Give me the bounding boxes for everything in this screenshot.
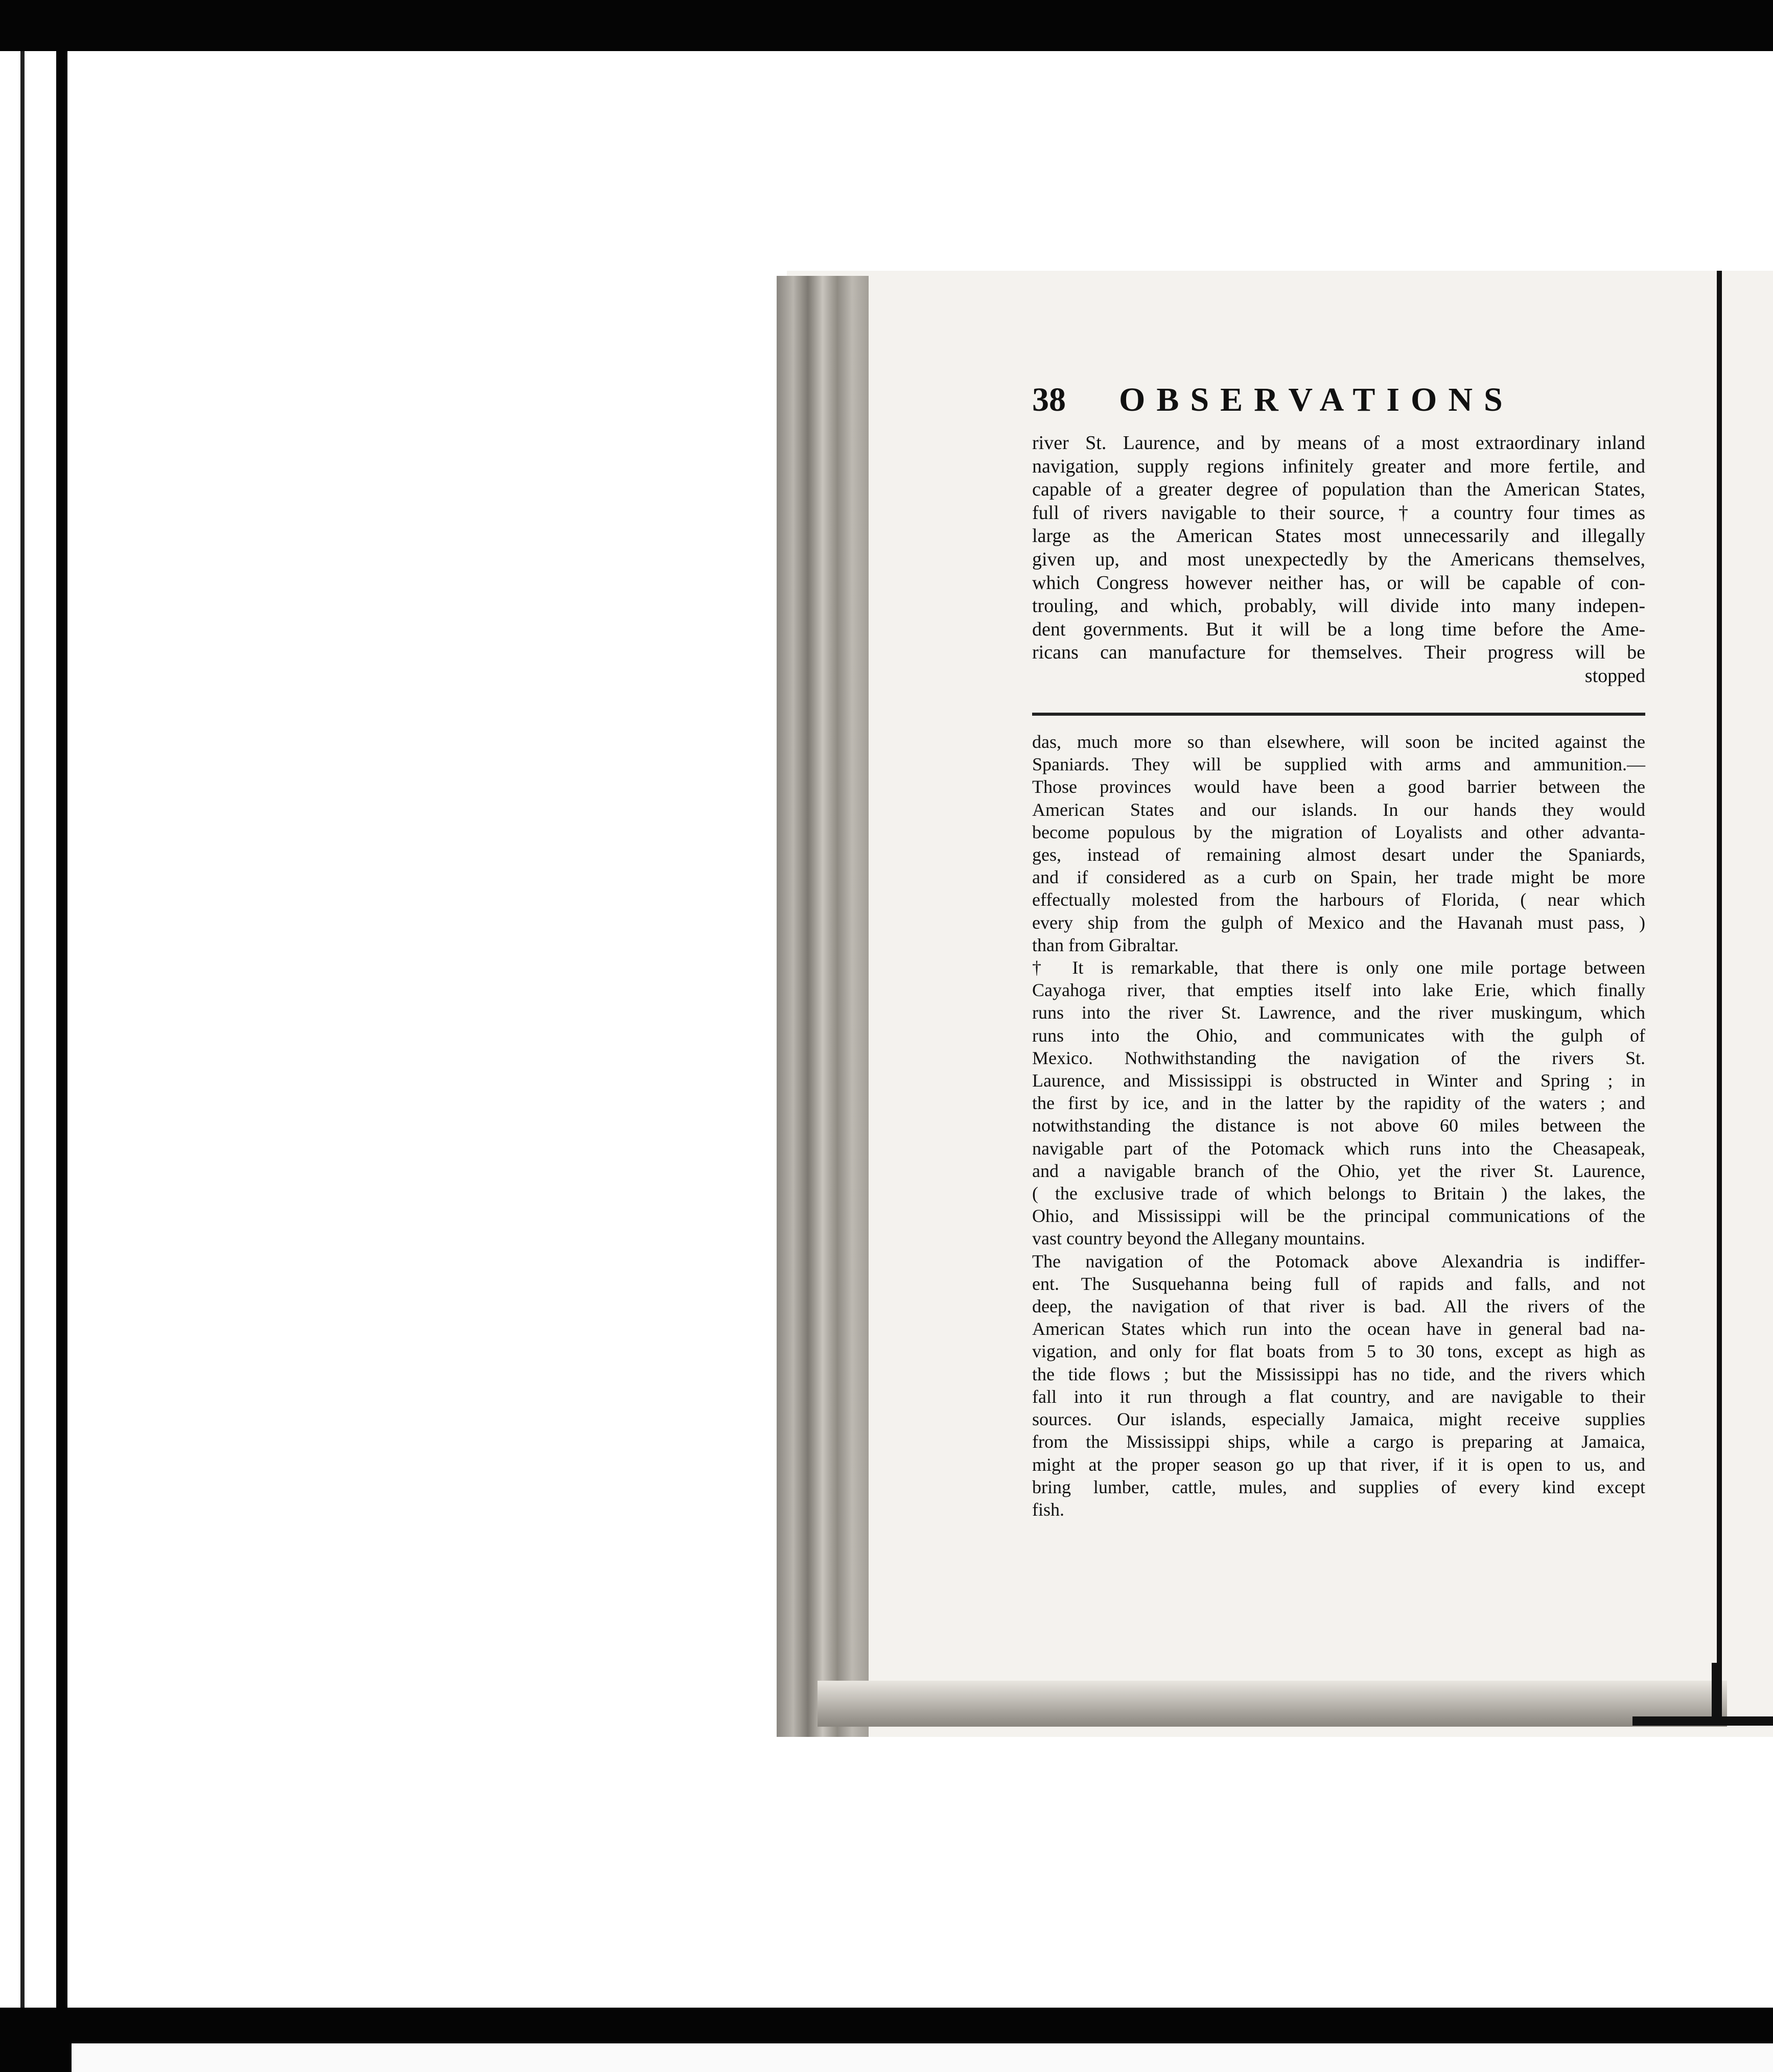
- text-line: Mexico. Nothwithstanding the navigation of the rivers St.: [1032, 1047, 1645, 1068]
- text-line: sources. Our islands, especially Jamaica, might receive supplies: [1032, 1409, 1645, 1430]
- text-line: The navigation of the Potomack above Alexandria is indiffer-: [1032, 1251, 1645, 1272]
- text-line: deep, the navigation of that river is bad. All the rivers of the: [1032, 1296, 1645, 1317]
- text-line: might at the proper season go up that river, if it is open to us, and: [1032, 1454, 1645, 1475]
- text-line: fall into it run through a flat country, and are navigable to their: [1032, 1386, 1645, 1407]
- page-header: [1032, 381, 1645, 427]
- text-line: fish.: [1032, 1499, 1064, 1520]
- text-line: become populous by the migration of Loyalists and other advanta-: [1032, 821, 1645, 842]
- running-title: OBSERVATIONS: [1119, 381, 1514, 418]
- text-line: † It is remarkable, that there is only one mile portage between: [1032, 957, 1645, 978]
- text-line: capable of a greater degree of population than the American States,: [1032, 479, 1645, 501]
- text-line: Cayahoga river, that empties itself into lake Erie, which finally: [1032, 980, 1645, 1001]
- gutter-corner: [1712, 1663, 1718, 1719]
- page-bottom-edge: [818, 1681, 1727, 1727]
- text-line: ent. The Susquehanna being full of rapids and falls, and not: [1032, 1273, 1645, 1294]
- text-line: ricans can manufacture for themselves. Their progress will be: [1032, 642, 1645, 664]
- text-line: from the Mississippi ships, while a cargo is preparing at Jamaica,: [1032, 1431, 1645, 1452]
- main-text: [1032, 432, 1645, 688]
- text-line: which Congress however neither has, or will be capable of con-: [1032, 572, 1645, 594]
- text-line: bring lumber, cattle, mules, and supplies of every kind except: [1032, 1476, 1645, 1497]
- footnote-rule: [1032, 713, 1645, 716]
- text-line: American States which run into the ocean have in general bad na-: [1032, 1318, 1645, 1339]
- text-line: ( the exclusive trade of which belongs to Britain ) the lakes, the: [1032, 1183, 1645, 1204]
- text-line: runs into the Ohio, and communicates with the gulph of: [1032, 1025, 1645, 1046]
- text-line: effectually molested from the harbours of Florida, ( near which: [1032, 889, 1645, 910]
- film-border-left-thin: [20, 51, 25, 2008]
- film-border-left: [56, 51, 67, 2008]
- text-line: vigation, and only for flat boats from 5 to 30 tons, except as high as: [1032, 1341, 1645, 1362]
- text-line: and a navigable branch of the Ohio, yet the river St. Laurence,: [1032, 1160, 1645, 1181]
- text-line: trouling, and which, probably, will divide into many indepen-: [1032, 595, 1645, 617]
- text-line: Spaniards. They will be supplied with arms and ammunition.—: [1032, 754, 1645, 775]
- text-line: notwithstanding the distance is not above 60 miles between the: [1032, 1115, 1645, 1136]
- text-line: Ohio, and Mississippi will be the principal communications of the: [1032, 1206, 1645, 1227]
- text-line: American States and our islands. In our hands they would: [1032, 799, 1645, 820]
- text-line: given up, and most unexpectedly by the Americans themselves,: [1032, 548, 1645, 570]
- page-edge-stack: [777, 276, 869, 1737]
- text-line: Laurence, and Mississippi is obstructed in Winter and Spring ; in: [1032, 1070, 1645, 1091]
- text-line: dent governments. But it will be a long time before the Ame-: [1032, 618, 1645, 640]
- text-line: das, much more so than elsewhere, will soon be incited against the: [1032, 732, 1645, 752]
- text-line: ges, instead of remaining almost desart under the Spaniards,: [1032, 844, 1645, 865]
- film-border-top: [0, 0, 1773, 51]
- text-line: and if considered as a curb on Spain, her trade might be more: [1032, 867, 1645, 888]
- film-border-bottom-strip: [72, 2043, 1773, 2072]
- text-line: the tide flows ; but the Mississippi has no tide, and the rivers which: [1032, 1363, 1645, 1384]
- text-line: every ship from the gulph of Mexico and the Havanah must pass, ): [1032, 912, 1645, 933]
- page-number: 38: [1032, 381, 1066, 418]
- text-line: navigable part of the Potomack which runs into the Cheasapeak,: [1032, 1138, 1645, 1159]
- text-line: large as the American States most unnecessarily and illegally: [1032, 525, 1645, 547]
- text-line: full of rivers navigable to their source, † a country four times as: [1032, 502, 1645, 524]
- text-line: navigation, supply regions infinitely greater and more fertile, and: [1032, 455, 1645, 477]
- text-line: vast country beyond the Allegany mountains.: [1032, 1228, 1365, 1249]
- text-line: the first by ice, and in the latter by the rapidity of the waters ; and: [1032, 1093, 1645, 1114]
- text-line: runs into the river St. Lawrence, and the river muskingum, which: [1032, 1002, 1645, 1023]
- text-line: Those provinces would have been a good barrier between the: [1032, 776, 1645, 797]
- gutter-foot-rule: [1632, 1716, 1773, 1726]
- text-line: than from Gibraltar.: [1032, 934, 1179, 955]
- text-line: river St. Laurence, and by means of a most extraordinary inland: [1032, 432, 1645, 454]
- gutter-rule: [1717, 271, 1722, 1716]
- text-line: stopped: [1584, 665, 1645, 687]
- footnotes: [1032, 731, 1645, 1521]
